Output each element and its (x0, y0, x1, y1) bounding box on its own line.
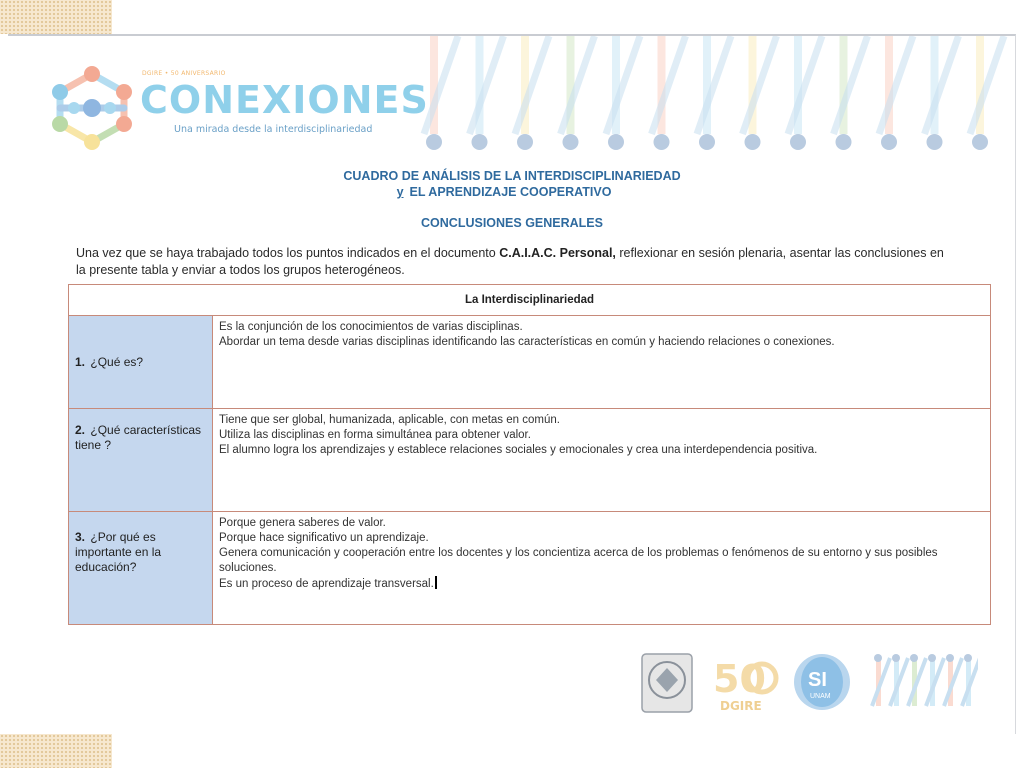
stripe-diagonal (652, 36, 686, 134)
answer-line: Abordar un tema desde varias disciplinas identificando las características en común y haciendo relaciones o conexiones. (219, 336, 835, 348)
stripe-dot (699, 134, 715, 150)
answer-line: Porque genera saberes de valor. (219, 517, 386, 529)
stripe-diagonal (879, 36, 913, 134)
unam-seal-icon (642, 654, 692, 712)
dgire-50-logo (713, 657, 776, 713)
stripe-dot (927, 134, 943, 150)
question-number: 2. (75, 423, 86, 437)
question-text: ¿Por qué es importante en la educación? (75, 530, 162, 574)
header-stripes-decoration (418, 36, 1008, 186)
answer-line: Utiliza las disciplinas en forma simultánea para obtener valor. (219, 429, 531, 441)
answer-line: Es un proceso de aprendizaje transversal. (219, 578, 434, 590)
logo-tagline: Una mirada desde la interdisciplinariedad (174, 124, 373, 135)
stripe-dot (745, 134, 761, 150)
instructions-paragraph (76, 245, 956, 279)
si-label: SI (808, 669, 827, 691)
footer-stripe-dot (946, 654, 954, 662)
stripe-diagonal (515, 36, 549, 134)
analysis-table (68, 284, 991, 625)
footer-stripe-dot (892, 654, 900, 662)
question-cell[interactable] (69, 409, 213, 512)
stripe-diagonal (970, 36, 1004, 134)
question-cell[interactable] (69, 512, 213, 625)
title-line2-text: EL APRENDIZAJE COOPERATIVO (409, 185, 612, 199)
table-row (69, 316, 991, 409)
stripe-dot (654, 134, 670, 150)
question-text: ¿Qué características tiene ? (75, 423, 202, 452)
answer-line: Porque hace significativo un aprendizaje. (219, 532, 429, 544)
si-sub-label: UNAM (810, 693, 831, 700)
stripe-dot (517, 134, 533, 150)
question-text: ¿Qué es? (90, 354, 144, 369)
anniversary-number: 50 (713, 657, 766, 701)
stripe-diagonal (606, 36, 640, 134)
table-row (69, 512, 991, 625)
footer-stripe-dot (964, 654, 972, 662)
stripe-diagonal (424, 36, 458, 134)
answer-line: Tiene que ser global, humanizada, aplicable, con metas en común. (219, 414, 560, 426)
decorative-corner-top (0, 0, 112, 34)
stripe-dot (836, 134, 852, 150)
conexiones-logo (46, 62, 429, 158)
stripe-diagonal (470, 36, 504, 134)
decorative-corner-bottom (0, 734, 112, 768)
answer-line: Es la conjunción de los conocimientos de varias disciplinas. (219, 321, 523, 333)
table-header: La Interdisciplinariedad (69, 285, 991, 316)
stripe-diagonal (697, 36, 731, 134)
section-heading: CONCLUSIONES GENERALES (421, 216, 603, 230)
document-page (8, 34, 1016, 734)
si-unam-logo (794, 654, 850, 710)
stripe-dot (790, 134, 806, 150)
footer-stripe-dot (910, 654, 918, 662)
stripe-dot (608, 134, 624, 150)
dgire-label: DGIRE (720, 699, 762, 713)
footer-stripes-decoration (872, 654, 978, 706)
text-cursor (435, 576, 437, 589)
question-cell[interactable] (69, 316, 213, 409)
question-number: 1. (75, 354, 86, 369)
stripe-diagonal (788, 36, 822, 134)
title-conjunction: y (396, 185, 404, 199)
document-title-line2 (0, 185, 1008, 199)
document-title-line1: CUADRO DE ANÁLISIS DE LA INTERDISCIPLINARIEDAD (343, 169, 681, 183)
stripe-dot (881, 134, 897, 150)
stripe-diagonal (925, 36, 959, 134)
answer-line-last (219, 576, 984, 592)
intro-document-name: C.A.I.A.C. Personal, (499, 246, 616, 260)
stripe-diagonal (561, 36, 595, 134)
stripe-dot (426, 134, 442, 150)
answer-cell[interactable] (213, 409, 991, 512)
stripe-dot (972, 134, 988, 150)
stripe-dot (563, 134, 579, 150)
logo-subtitle: DGIRE • 50 ANIVERSARIO (142, 70, 226, 77)
answer-cell[interactable] (213, 512, 991, 625)
molecule-logo-icon (46, 62, 138, 154)
answer-line: Genera comunicación y cooperación entre los docentes y los concientiza acerca de los problemas o fenómenos de su entorno y sus posibles soluciones. (219, 547, 938, 574)
intro-text-2: reflexionar en sesión plenaria, asentar las conclusiones en la presente tabla y enviar a todos los grupos heterogéneos. (76, 246, 944, 277)
footer-stripe-dot (928, 654, 936, 662)
question-number: 3. (75, 530, 86, 544)
logo-wordmark: CONEXIONES (140, 78, 429, 122)
answer-line: El alumno logra los aprendizajes y establece relaciones sociales y emocionales y crea una interdependencia positiva. (219, 444, 818, 456)
intro-text-1: Una vez que se haya trabajado todos los puntos indicados en el documento (76, 246, 500, 260)
table-row (69, 409, 991, 512)
footer-stripe-dot (874, 654, 882, 662)
stripe-diagonal (834, 36, 868, 134)
footer-logos (638, 650, 978, 714)
stripe-diagonal (743, 36, 777, 134)
answer-cell[interactable] (213, 316, 991, 409)
stripe-dot (472, 134, 488, 150)
